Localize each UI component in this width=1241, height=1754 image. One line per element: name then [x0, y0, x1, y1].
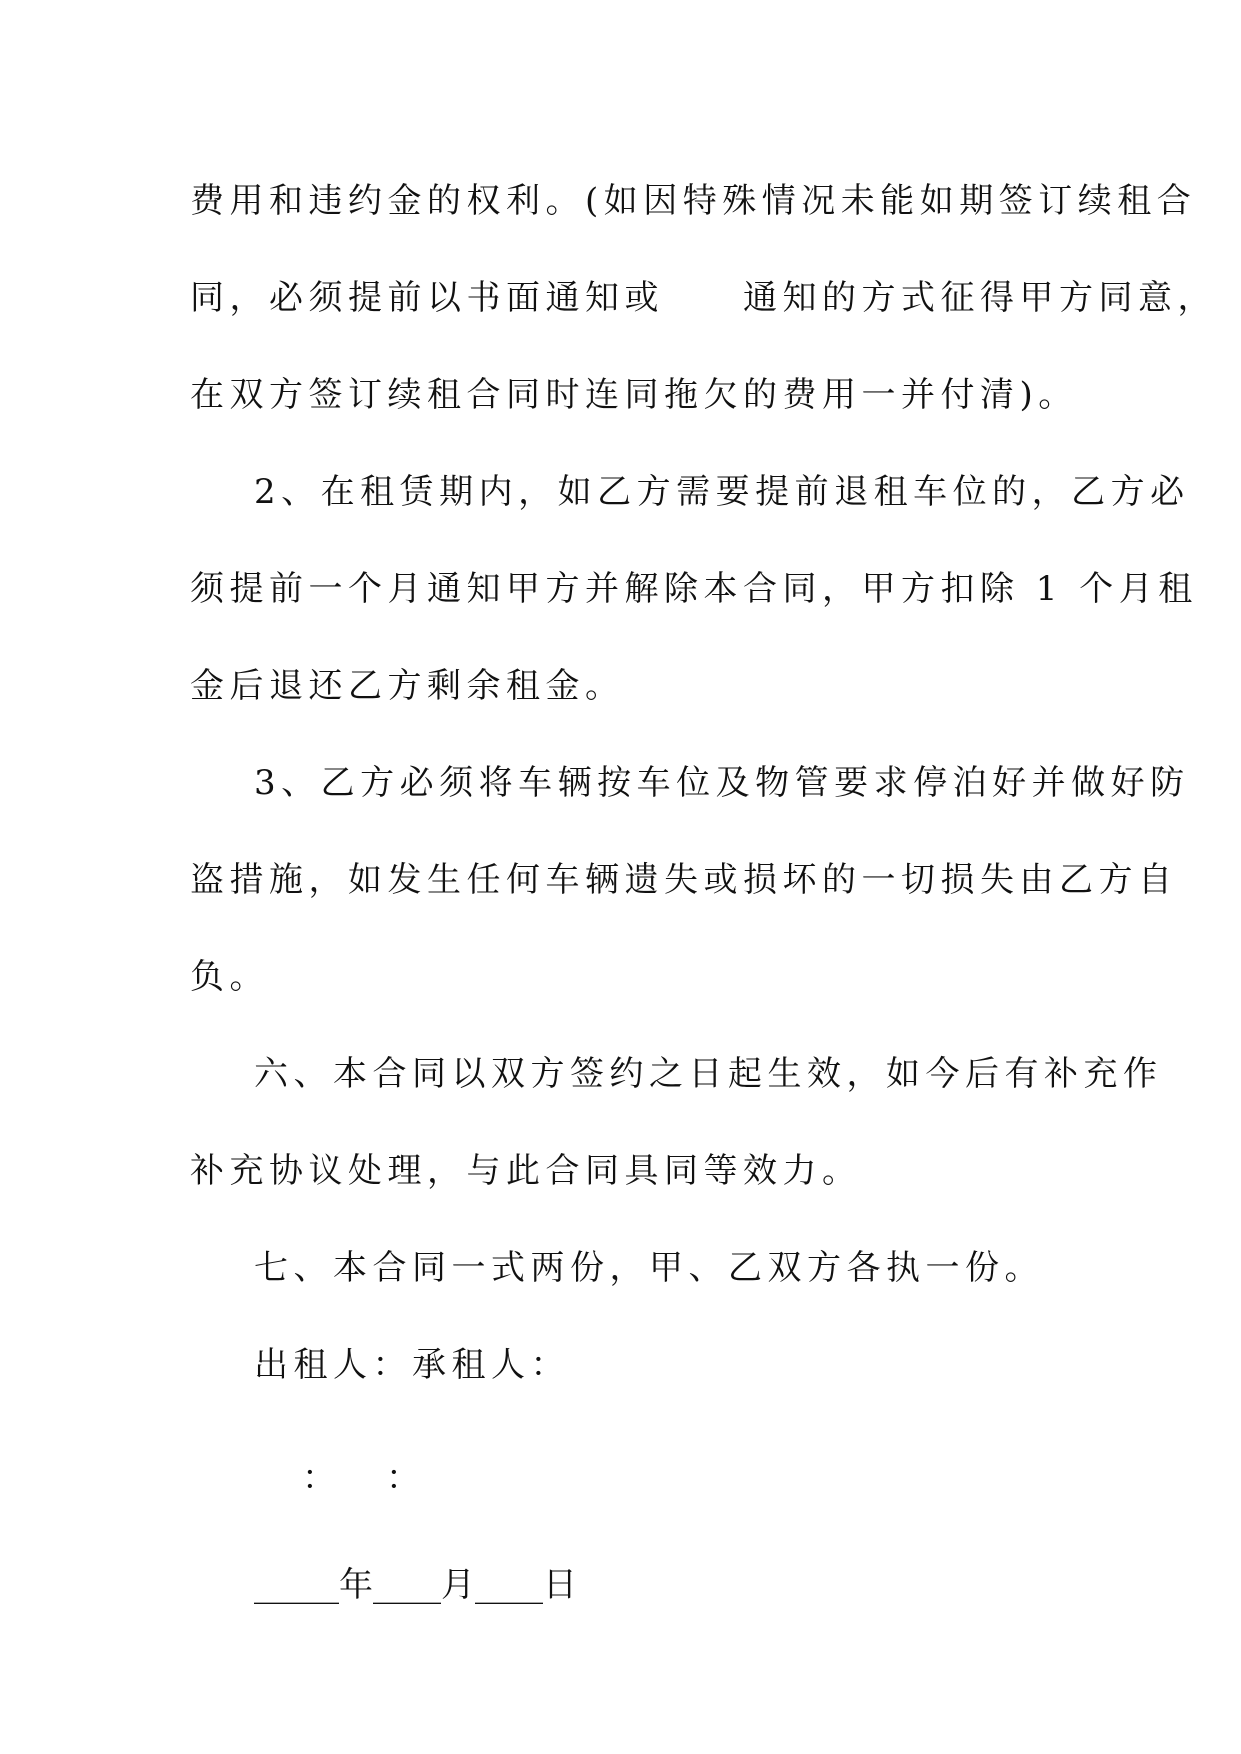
paragraph-line: 在双方签订续租合同时连同拖欠的费用一并付清)。	[190, 375, 1078, 415]
paragraph-line: 盗措施，如发生任何车辆遗失或损坏的一切损失由乙方自	[190, 860, 1178, 900]
clause-2-line: 2、在租赁期内，如乙方需要提前退租车位的，乙方必	[254, 472, 1190, 512]
paragraph-line: 补充协议处理，与此合同具同等效力。	[190, 1151, 862, 1191]
signature-colon-2: ：	[386, 1458, 420, 1498]
article-6-line: 六、本合同以双方签约之日起生效，如今后有补充作	[254, 1054, 1163, 1094]
article-7-line: 七、本合同一式两份，甲、乙双方各执一份。	[254, 1248, 1044, 1288]
paragraph-line: 同，必须提前以书面通知或 通知的方式征得甲方同意，	[190, 278, 1217, 318]
paragraph-line: 负。	[190, 957, 269, 997]
clause-3-line: 3、乙方必须将车辆按车位及物管要求停泊好并做好防	[254, 763, 1190, 803]
paragraph-line: 金后退还乙方剩余租金。	[190, 666, 625, 706]
paragraph-line: 费用和违约金的权利。(如因特殊情况未能如期签订续租合	[190, 181, 1197, 221]
date-line: _____年____月____日	[254, 1565, 577, 1605]
paragraph-line: 须提前一个月通知甲方并解除本合同，甲方扣除 1 个月租	[190, 569, 1198, 609]
signature-labels: 出租人：承租人：	[254, 1345, 570, 1385]
signature-colon-1: ：	[302, 1458, 336, 1498]
